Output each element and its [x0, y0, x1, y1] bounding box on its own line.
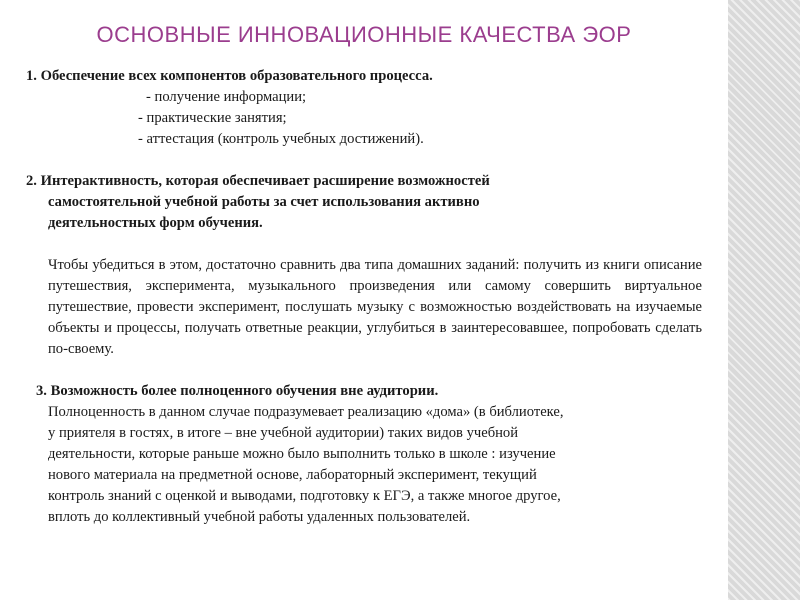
- section1-item: - аттестация (контроль учебных достижений).: [138, 131, 424, 147]
- section3-line: вплоть до коллективный учебной работы удаленных пользователей.: [48, 509, 471, 525]
- section1-item: - получение информации;: [146, 89, 307, 105]
- decorative-side-band: [728, 0, 800, 600]
- slide-title: ОСНОВНЫЕ ИННОВАЦИОННЫЕ КАЧЕСТВА ЭОР: [96, 22, 632, 47]
- section2-heading: самостоятельной учебной работы за счет использования активно: [48, 194, 480, 210]
- section3-line: Полноценность в данном случае подразумевает реализацию «дома» (в библиотеке,: [48, 404, 564, 420]
- section1-heading: 1. Обеспечение всех компонентов образовательного процесса.: [26, 68, 433, 84]
- section2-heading: деятельностных форм обучения.: [48, 215, 263, 231]
- section1-item: - практические занятия;: [138, 110, 287, 126]
- section3-heading: 3. Возможность более полноценного обучения вне аудитории.: [36, 383, 439, 399]
- section2-heading: 2. Интерактивность, которая обеспечивает расширение возможностей: [26, 173, 490, 189]
- section2-paragraph: Чтобы убедиться в этом, достаточно сравнить два типа домашних заданий: получить из книги описание путешествия, эксперимента, музыкального произведения или самому совершить виртуальное путешествие, провести эксперимент, послушать музыку с возможностью воздействовать на изучаемые объекты и процессы, получать ответные реакции, углубиться в заинтересовавшее, попробовать сделать по-своему.: [48, 257, 702, 357]
- section3-line: контроль знаний с оценкой и выводами, подготовку к ЕГЭ, а также многое другое,: [48, 488, 561, 504]
- section3-line: у приятеля в гостях, в итоге – вне учебной аудитории) таких видов учебной: [48, 425, 519, 441]
- section3-line: деятельности, которые раньше можно было выполнить только в школе : изучение: [48, 446, 556, 462]
- slide-content: [26, 66, 702, 528]
- section3-line: нового материала на предметной основе, лабораторный эксперимент, текущий: [48, 467, 537, 483]
